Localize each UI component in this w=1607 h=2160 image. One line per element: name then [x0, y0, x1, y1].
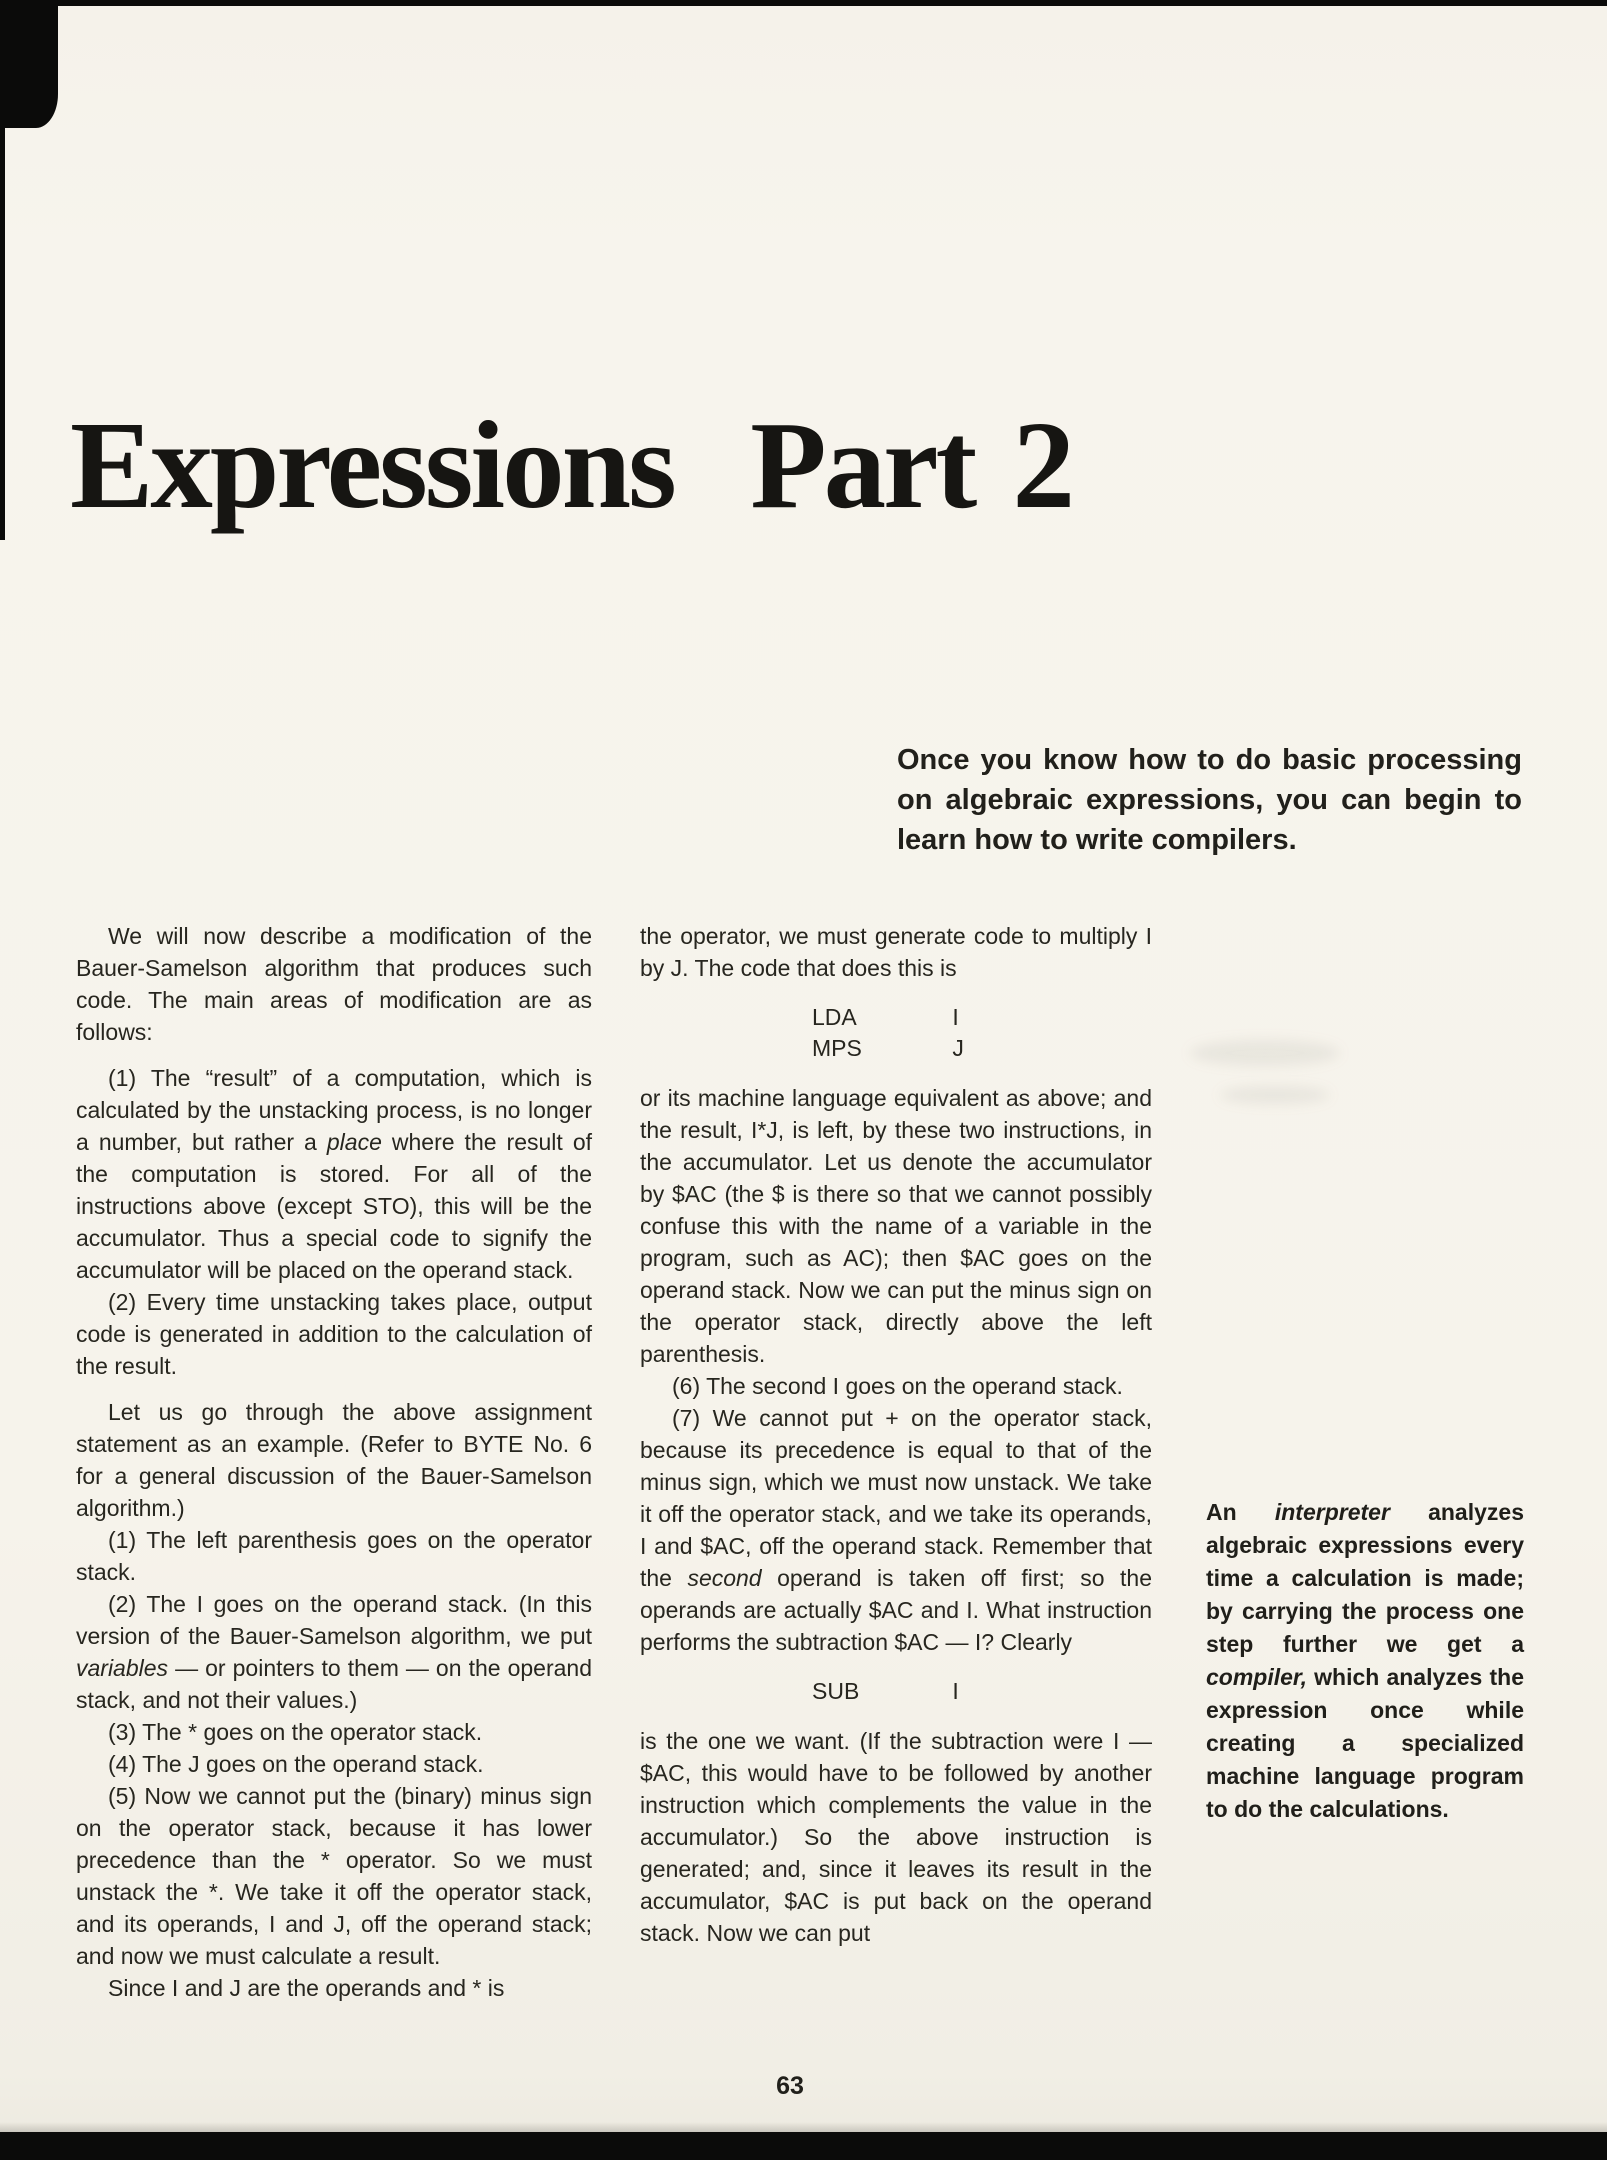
- operand: I: [952, 1004, 959, 1030]
- opcode: LDA: [812, 1004, 857, 1030]
- paragraph: (4) The J goes on the operand stack.: [108, 1751, 484, 1777]
- paragraph: Let us go through the above assignment statement as an example. (Refer to BYTE No. 6 for a general discussion of the Bauer-Samelson algorithm.): [76, 1399, 592, 1521]
- scan-edge-top-left-corner: [0, 0, 58, 128]
- code-line: [640, 1676, 1152, 1707]
- paragraph: (2) Every time unstacking takes place, output code is generated in addition to the calculation of the result.: [76, 1289, 592, 1379]
- article-title: Expressions Part 2: [70, 397, 1072, 535]
- intro-blurb: Once you know how to do basic processing on algebraic expressions, you can begin to learn how to write compilers.: [897, 744, 1522, 856]
- paragraph: Since I and J are the operands and * is: [108, 1975, 505, 2001]
- scan-edge-bottom: [0, 2132, 1607, 2160]
- paragraph: or its machine language equivalent as above; and the result, I*J, is left, by these two instructions, in the accumulator. Let us denote the accumulator by $AC (the $ is there so that we cannot possibly confuse this with the name of a variable in the program, such as AC); then $AC goes on the operand stack. Now we can put the minus sign on the operator stack, directly above the left parenthesis.: [640, 1085, 1152, 1367]
- paragraph: (3) The * goes on the operator stack.: [108, 1719, 483, 1745]
- paragraph: (2) The I goes on the operand stack. (In this version of the Bauer-Samelson algorithm, we put variables — or pointers to them — on the operand stack, and not their values.): [76, 1591, 592, 1713]
- middle-column: [640, 920, 1152, 1949]
- assembly-code-listing: [640, 1676, 1152, 1707]
- code-line: [640, 1002, 1152, 1033]
- paragraph: (6) The second I goes on the operand stack.: [672, 1373, 1123, 1399]
- paragraph: the operator, we must generate code to multiply I by J. The code that does this is: [640, 923, 1152, 981]
- opcode: MPS: [812, 1035, 862, 1061]
- paragraph: We will now describe a modification of the Bauer-Samelson algorithm that produces such code. The main areas of modification are as follows:: [76, 923, 592, 1045]
- paragraph: (1) The “result” of a computation, which is calculated by the unstacking process, is no longer a number, but rather a place where the result of the computation is stored. For all of the instructions above (except STO), this will be the accumulator. Thus a special code to signify the accumulator will be placed on the operand stack.: [76, 1065, 592, 1283]
- scan-smudge: [1190, 1040, 1340, 1066]
- paragraph: (5) Now we cannot put the (binary) minus sign on the operator stack, because it has lower precedence than the * operator. So we must unstack the *. We take it off the operator stack, and its operands, I and J, off the operand stack; and now we must calculate a result.: [76, 1783, 592, 1969]
- code-line: [640, 1033, 1152, 1064]
- opcode: SUB: [812, 1678, 860, 1704]
- page-number: 63: [776, 2072, 804, 2100]
- paragraph: (1) The left parenthesis goes on the operator stack.: [76, 1527, 592, 1585]
- left-column: [76, 920, 592, 2004]
- paragraph: is the one we want. (If the subtraction were I — $AC, this would have to be followed by another instruction which complements the value in the accumulator.) So the above instruction is generated; and, since it leaves its result in the accumulator, $AC is put back on the operand stack. Now we can put: [640, 1728, 1152, 1946]
- assembly-code-listing: [640, 1002, 1152, 1064]
- operand: J: [952, 1035, 964, 1061]
- scan-edge-bottom-shadow: [0, 2122, 1607, 2132]
- sidebar-note: An interpreter analyzes algebraic expressions every time a calculation is made; by carrying the process one step further we get a compiler, which analyzes the expression once while creating a specialized machine language program to do the calculations.: [1206, 1499, 1524, 1822]
- scan-smudge: [1220, 1086, 1330, 1104]
- paragraph: (7) We cannot put + on the operator stack, because its precedence is equal to that of the minus sign, which we must now unstack. We take it off the operator stack, and we take its operands, I and $AC, off the operand stack. Remember that the second operand is taken off first; so the operands are actually $AC and I. What instruction performs the subtraction $AC — I? Clearly: [640, 1405, 1152, 1655]
- scan-edge-top: [0, 0, 1607, 6]
- operand: I: [952, 1678, 959, 1704]
